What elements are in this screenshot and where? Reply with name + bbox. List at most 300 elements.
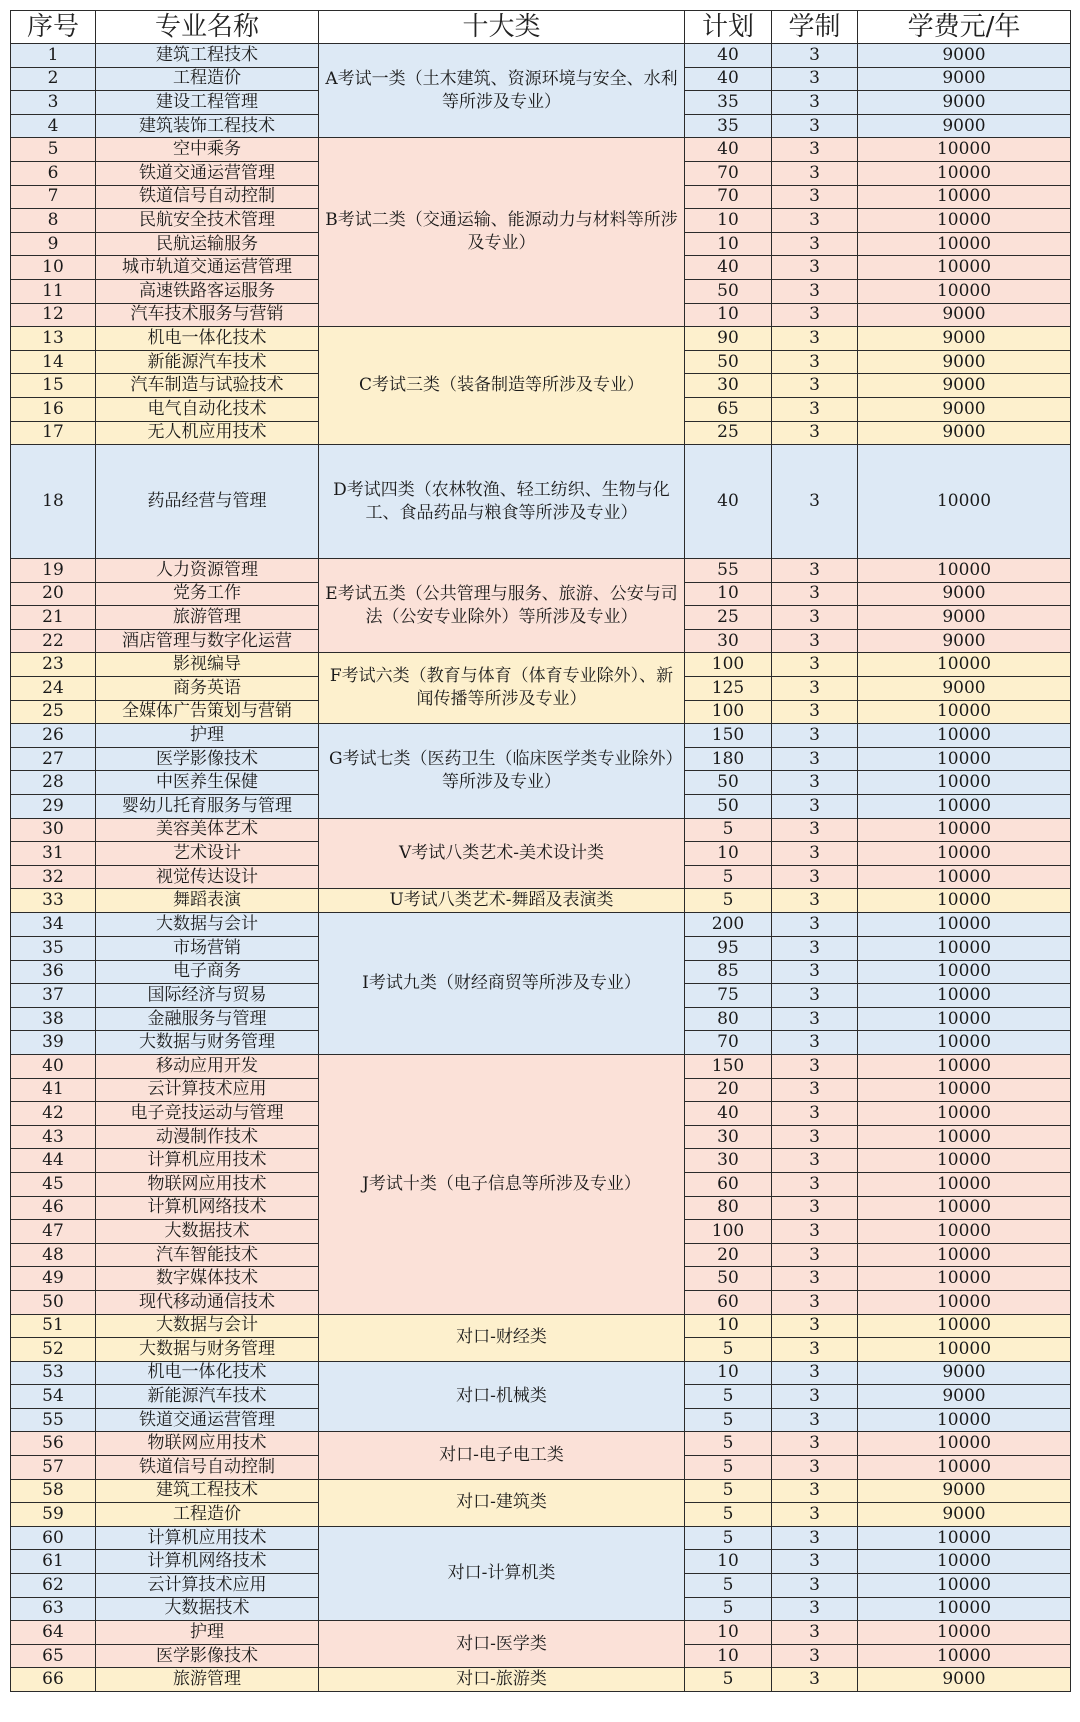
table-row — [11, 889, 1071, 913]
cell-duration: 3 — [772, 1125, 858, 1149]
cell-duration: 3 — [772, 374, 858, 398]
cell-major-name: 铁道信号自动控制 — [96, 185, 319, 209]
cell-plan: 10 — [685, 842, 772, 866]
cell-major-name: 铁道交通运营管理 — [96, 161, 319, 185]
cell-index: 8 — [11, 209, 96, 233]
cell-duration: 3 — [772, 279, 858, 303]
cell-tuition: 10000 — [858, 960, 1071, 984]
admissions-plan-sheet — [10, 10, 1070, 1692]
cell-duration: 3 — [772, 629, 858, 653]
cell-index: 9 — [11, 232, 96, 256]
cell-plan: 20 — [685, 1243, 772, 1267]
cell-plan: 30 — [685, 1149, 772, 1173]
cell-plan: 5 — [685, 1479, 772, 1503]
cell-major-name: 美容美体艺术 — [96, 818, 319, 842]
cell-index: 10 — [11, 256, 96, 280]
cell-duration: 3 — [772, 421, 858, 445]
cell-duration: 3 — [772, 185, 858, 209]
cell-plan: 100 — [685, 1220, 772, 1244]
cell-plan: 5 — [685, 865, 772, 889]
cell-duration: 3 — [772, 889, 858, 913]
cell-duration: 3 — [772, 795, 858, 819]
cell-index: 48 — [11, 1243, 96, 1267]
cell-major-name: 移动应用开发 — [96, 1054, 319, 1078]
cell-plan: 30 — [685, 629, 772, 653]
cell-duration: 3 — [772, 1172, 858, 1196]
cell-major-name: 人力资源管理 — [96, 559, 319, 583]
cell-duration: 3 — [772, 91, 858, 115]
cell-category: C考试三类（装备制造等所涉及专业） — [319, 327, 685, 445]
cell-plan: 60 — [685, 1172, 772, 1196]
cell-plan: 70 — [685, 161, 772, 185]
cell-major-name: 大数据技术 — [96, 1597, 319, 1621]
cell-index: 31 — [11, 842, 96, 866]
table-row — [11, 653, 1071, 677]
cell-index: 13 — [11, 327, 96, 351]
cell-plan: 40 — [685, 445, 772, 559]
header-duration: 学制 — [772, 11, 858, 44]
cell-duration: 3 — [772, 1408, 858, 1432]
cell-plan: 40 — [685, 67, 772, 91]
cell-tuition: 9000 — [858, 1668, 1071, 1692]
cell-tuition: 10000 — [858, 700, 1071, 724]
cell-duration: 3 — [772, 1479, 858, 1503]
cell-duration: 3 — [772, 818, 858, 842]
cell-major-name: 旅游管理 — [96, 606, 319, 630]
cell-tuition: 10000 — [858, 279, 1071, 303]
cell-index: 23 — [11, 653, 96, 677]
cell-duration: 3 — [772, 397, 858, 421]
cell-tuition: 9000 — [858, 1479, 1071, 1503]
cell-plan: 10 — [685, 1314, 772, 1338]
cell-tuition: 9000 — [858, 677, 1071, 701]
cell-index: 55 — [11, 1408, 96, 1432]
cell-duration: 3 — [772, 1503, 858, 1527]
cell-tuition: 10000 — [858, 1644, 1071, 1668]
cell-index: 5 — [11, 138, 96, 162]
cell-index: 15 — [11, 374, 96, 398]
cell-major-name: 机电一体化技术 — [96, 327, 319, 351]
cell-plan: 10 — [685, 1621, 772, 1645]
cell-tuition: 9000 — [858, 421, 1071, 445]
cell-duration: 3 — [772, 771, 858, 795]
cell-tuition: 9000 — [858, 67, 1071, 91]
cell-tuition: 10000 — [858, 559, 1071, 583]
cell-index: 27 — [11, 747, 96, 771]
table-row — [11, 724, 1071, 748]
cell-index: 30 — [11, 818, 96, 842]
cell-duration: 3 — [772, 747, 858, 771]
cell-tuition: 9000 — [858, 44, 1071, 68]
cell-category: A考试一类（土木建筑、资源环境与安全、水利等所涉及专业） — [319, 44, 685, 138]
cell-plan: 50 — [685, 795, 772, 819]
cell-tuition: 10000 — [858, 795, 1071, 819]
cell-major-name: 云计算技术应用 — [96, 1078, 319, 1102]
cell-plan: 5 — [685, 889, 772, 913]
cell-major-name: 工程造价 — [96, 1503, 319, 1527]
cell-major-name: 护理 — [96, 1621, 319, 1645]
cell-duration: 3 — [772, 303, 858, 327]
cell-index: 17 — [11, 421, 96, 445]
cell-major-name: 中医养生保健 — [96, 771, 319, 795]
cell-plan: 25 — [685, 606, 772, 630]
cell-tuition: 9000 — [858, 350, 1071, 374]
cell-index: 50 — [11, 1290, 96, 1314]
cell-duration: 3 — [772, 1361, 858, 1385]
cell-duration: 3 — [772, 937, 858, 961]
cell-tuition: 9000 — [858, 114, 1071, 138]
cell-plan: 5 — [685, 1526, 772, 1550]
table-row — [11, 1668, 1071, 1692]
cell-plan: 50 — [685, 771, 772, 795]
table-row — [11, 327, 1071, 351]
cell-index: 7 — [11, 185, 96, 209]
cell-duration: 3 — [772, 232, 858, 256]
cell-category: V考试八类艺术-美术设计类 — [319, 818, 685, 889]
cell-major-name: 金融服务与管理 — [96, 1007, 319, 1031]
cell-tuition: 10000 — [858, 185, 1071, 209]
cell-plan: 5 — [685, 1338, 772, 1362]
cell-index: 40 — [11, 1054, 96, 1078]
cell-duration: 3 — [772, 1196, 858, 1220]
cell-category: G考试七类（医药卫生（临床医学类专业除外）等所涉及专业） — [319, 724, 685, 818]
cell-duration: 3 — [772, 1031, 858, 1055]
admissions-plan-table — [10, 10, 1071, 1692]
cell-index: 66 — [11, 1668, 96, 1692]
cell-major-name: 计算机网络技术 — [96, 1550, 319, 1574]
cell-index: 25 — [11, 700, 96, 724]
cell-tuition: 10000 — [858, 1338, 1071, 1362]
cell-plan: 70 — [685, 1031, 772, 1055]
cell-duration: 3 — [772, 653, 858, 677]
cell-index: 52 — [11, 1338, 96, 1362]
cell-plan: 50 — [685, 1267, 772, 1291]
cell-tuition: 9000 — [858, 582, 1071, 606]
cell-plan: 5 — [685, 1574, 772, 1598]
table-row — [11, 818, 1071, 842]
cell-major-name: 酒店管理与数字化运营 — [96, 629, 319, 653]
cell-tuition: 10000 — [858, 1243, 1071, 1267]
cell-plan: 35 — [685, 114, 772, 138]
cell-index: 49 — [11, 1267, 96, 1291]
cell-index: 36 — [11, 960, 96, 984]
cell-duration: 3 — [772, 984, 858, 1008]
cell-duration: 3 — [772, 138, 858, 162]
cell-major-name: 大数据与财务管理 — [96, 1031, 319, 1055]
cell-duration: 3 — [772, 1102, 858, 1126]
cell-tuition: 10000 — [858, 232, 1071, 256]
cell-plan: 5 — [685, 1503, 772, 1527]
cell-plan: 10 — [685, 303, 772, 327]
cell-major-name: 铁道信号自动控制 — [96, 1456, 319, 1480]
cell-plan: 5 — [685, 1597, 772, 1621]
cell-index: 39 — [11, 1031, 96, 1055]
cell-plan: 20 — [685, 1078, 772, 1102]
cell-major-name: 建筑工程技术 — [96, 44, 319, 68]
cell-index: 56 — [11, 1432, 96, 1456]
cell-plan: 70 — [685, 185, 772, 209]
cell-index: 11 — [11, 279, 96, 303]
cell-index: 34 — [11, 913, 96, 937]
cell-tuition: 9000 — [858, 1385, 1071, 1409]
cell-index: 33 — [11, 889, 96, 913]
cell-duration: 3 — [772, 1574, 858, 1598]
cell-tuition: 10000 — [858, 1220, 1071, 1244]
cell-tuition: 10000 — [858, 1054, 1071, 1078]
cell-plan: 55 — [685, 559, 772, 583]
cell-index: 58 — [11, 1479, 96, 1503]
cell-tuition: 10000 — [858, 1314, 1071, 1338]
cell-tuition: 10000 — [858, 1597, 1071, 1621]
cell-index: 44 — [11, 1149, 96, 1173]
cell-plan: 200 — [685, 913, 772, 937]
cell-plan: 95 — [685, 937, 772, 961]
cell-major-name: 全媒体广告策划与营销 — [96, 700, 319, 724]
cell-tuition: 10000 — [858, 1432, 1071, 1456]
cell-duration: 3 — [772, 1054, 858, 1078]
cell-tuition: 10000 — [858, 865, 1071, 889]
cell-index: 53 — [11, 1361, 96, 1385]
cell-major-name: 医学影像技术 — [96, 747, 319, 771]
cell-plan: 35 — [685, 91, 772, 115]
cell-category: 对口-计算机类 — [319, 1526, 685, 1620]
cell-tuition: 10000 — [858, 1031, 1071, 1055]
cell-major-name: 医学影像技术 — [96, 1644, 319, 1668]
cell-tuition: 10000 — [858, 1172, 1071, 1196]
cell-major-name: 国际经济与贸易 — [96, 984, 319, 1008]
cell-plan: 150 — [685, 1054, 772, 1078]
cell-tuition: 10000 — [858, 747, 1071, 771]
cell-index: 65 — [11, 1644, 96, 1668]
cell-index: 43 — [11, 1125, 96, 1149]
cell-tuition: 9000 — [858, 1503, 1071, 1527]
cell-duration: 3 — [772, 67, 858, 91]
cell-category: D考试四类（农林牧渔、轻工纺织、生物与化工、食品药品与粮食等所涉及专业） — [319, 445, 685, 559]
cell-major-name: 民航安全技术管理 — [96, 209, 319, 233]
cell-duration: 3 — [772, 1621, 858, 1645]
cell-category: 对口-财经类 — [319, 1314, 685, 1361]
cell-index: 26 — [11, 724, 96, 748]
cell-plan: 85 — [685, 960, 772, 984]
cell-major-name: 大数据技术 — [96, 1220, 319, 1244]
cell-index: 59 — [11, 1503, 96, 1527]
cell-index: 54 — [11, 1385, 96, 1409]
cell-plan: 40 — [685, 256, 772, 280]
cell-duration: 3 — [772, 559, 858, 583]
cell-major-name: 护理 — [96, 724, 319, 748]
cell-major-name: 动漫制作技术 — [96, 1125, 319, 1149]
cell-tuition: 10000 — [858, 1007, 1071, 1031]
cell-duration: 3 — [772, 913, 858, 937]
cell-tuition: 10000 — [858, 161, 1071, 185]
cell-plan: 80 — [685, 1196, 772, 1220]
cell-tuition: 10000 — [858, 1408, 1071, 1432]
cell-major-name: 物联网应用技术 — [96, 1172, 319, 1196]
cell-major-name: 建筑工程技术 — [96, 1479, 319, 1503]
cell-tuition: 10000 — [858, 1290, 1071, 1314]
cell-tuition: 9000 — [858, 327, 1071, 351]
table-body — [11, 44, 1071, 1692]
cell-major-name: 汽车智能技术 — [96, 1243, 319, 1267]
cell-tuition: 10000 — [858, 445, 1071, 559]
cell-tuition: 9000 — [858, 374, 1071, 398]
cell-tuition: 10000 — [858, 256, 1071, 280]
cell-index: 60 — [11, 1526, 96, 1550]
cell-major-name: 旅游管理 — [96, 1668, 319, 1692]
cell-major-name: 计算机应用技术 — [96, 1149, 319, 1173]
cell-index: 21 — [11, 606, 96, 630]
header-row — [11, 11, 1071, 44]
cell-duration: 3 — [772, 44, 858, 68]
cell-major-name: 婴幼儿托育服务与管理 — [96, 795, 319, 819]
cell-plan: 50 — [685, 279, 772, 303]
cell-plan: 5 — [685, 1456, 772, 1480]
cell-index: 42 — [11, 1102, 96, 1126]
header-plan: 计划 — [685, 11, 772, 44]
cell-tuition: 10000 — [858, 209, 1071, 233]
cell-tuition: 10000 — [858, 1149, 1071, 1173]
cell-category: E考试五类（公共管理与服务、旅游、公安与司法（公安专业除外）等所涉及专业） — [319, 559, 685, 653]
cell-major-name: 电子竞技运动与管理 — [96, 1102, 319, 1126]
cell-index: 19 — [11, 559, 96, 583]
cell-major-name: 汽车技术服务与营销 — [96, 303, 319, 327]
cell-major-name: 新能源汽车技术 — [96, 350, 319, 374]
cell-major-name: 计算机应用技术 — [96, 1526, 319, 1550]
header-index: 序号 — [11, 11, 96, 44]
cell-index: 1 — [11, 44, 96, 68]
cell-plan: 60 — [685, 1290, 772, 1314]
cell-index: 64 — [11, 1621, 96, 1645]
cell-duration: 3 — [772, 1314, 858, 1338]
table-row — [11, 913, 1071, 937]
cell-tuition: 10000 — [858, 889, 1071, 913]
cell-duration: 3 — [772, 1078, 858, 1102]
cell-tuition: 10000 — [858, 1526, 1071, 1550]
cell-major-name: 云计算技术应用 — [96, 1574, 319, 1598]
cell-duration: 3 — [772, 677, 858, 701]
cell-tuition: 10000 — [858, 1267, 1071, 1291]
cell-major-name: 大数据与会计 — [96, 1314, 319, 1338]
cell-index: 32 — [11, 865, 96, 889]
cell-index: 35 — [11, 937, 96, 961]
table-row — [11, 1432, 1071, 1456]
cell-major-name: 铁道交通运营管理 — [96, 1408, 319, 1432]
cell-duration: 3 — [772, 1338, 858, 1362]
cell-major-name: 空中乘务 — [96, 138, 319, 162]
cell-plan: 40 — [685, 1102, 772, 1126]
cell-major-name: 电子商务 — [96, 960, 319, 984]
cell-major-name: 建设工程管理 — [96, 91, 319, 115]
cell-index: 28 — [11, 771, 96, 795]
cell-duration: 3 — [772, 960, 858, 984]
cell-duration: 3 — [772, 842, 858, 866]
cell-duration: 3 — [772, 1668, 858, 1692]
cell-tuition: 9000 — [858, 1361, 1071, 1385]
cell-duration: 3 — [772, 161, 858, 185]
cell-major-name: 物联网应用技术 — [96, 1432, 319, 1456]
cell-duration: 3 — [772, 1550, 858, 1574]
table-row — [11, 559, 1071, 583]
cell-plan: 125 — [685, 677, 772, 701]
cell-duration: 3 — [772, 445, 858, 559]
table-row — [11, 138, 1071, 162]
cell-major-name: 新能源汽车技术 — [96, 1385, 319, 1409]
cell-category: 对口-机械类 — [319, 1361, 685, 1432]
cell-index: 37 — [11, 984, 96, 1008]
cell-duration: 3 — [772, 1290, 858, 1314]
cell-plan: 80 — [685, 1007, 772, 1031]
cell-major-name: 现代移动通信技术 — [96, 1290, 319, 1314]
cell-category: B考试二类（交通运输、能源动力与材料等所涉及专业） — [319, 138, 685, 327]
cell-plan: 5 — [685, 1385, 772, 1409]
cell-category: F考试六类（教育与体育（体育专业除外）、新闻传播等所涉及专业） — [319, 653, 685, 724]
cell-major-name: 民航运输服务 — [96, 232, 319, 256]
cell-plan: 25 — [685, 421, 772, 445]
header-major-name: 专业名称 — [96, 11, 319, 44]
cell-tuition: 10000 — [858, 771, 1071, 795]
cell-plan: 100 — [685, 653, 772, 677]
cell-duration: 3 — [772, 1007, 858, 1031]
cell-tuition: 10000 — [858, 1574, 1071, 1598]
cell-duration: 3 — [772, 327, 858, 351]
cell-index: 45 — [11, 1172, 96, 1196]
cell-category: U考试八类艺术-舞蹈及表演类 — [319, 889, 685, 913]
cell-index: 57 — [11, 1456, 96, 1480]
cell-plan: 10 — [685, 209, 772, 233]
cell-category: J考试十类（电子信息等所涉及专业） — [319, 1054, 685, 1314]
cell-index: 38 — [11, 1007, 96, 1031]
cell-tuition: 10000 — [858, 913, 1071, 937]
cell-plan: 5 — [685, 1432, 772, 1456]
cell-major-name: 高速铁路客运服务 — [96, 279, 319, 303]
table-row — [11, 1621, 1071, 1645]
cell-tuition: 10000 — [858, 1125, 1071, 1149]
cell-duration: 3 — [772, 209, 858, 233]
cell-duration: 3 — [772, 1432, 858, 1456]
cell-tuition: 10000 — [858, 1621, 1071, 1645]
cell-plan: 10 — [685, 232, 772, 256]
cell-index: 29 — [11, 795, 96, 819]
cell-tuition: 9000 — [858, 606, 1071, 630]
header-category: 十大类 — [319, 11, 685, 44]
cell-major-name: 无人机应用技术 — [96, 421, 319, 445]
cell-tuition: 10000 — [858, 984, 1071, 1008]
cell-major-name: 汽车制造与试验技术 — [96, 374, 319, 398]
cell-tuition: 10000 — [858, 1196, 1071, 1220]
cell-major-name: 艺术设计 — [96, 842, 319, 866]
cell-duration: 3 — [772, 1644, 858, 1668]
cell-plan: 30 — [685, 374, 772, 398]
cell-duration: 3 — [772, 700, 858, 724]
cell-major-name: 党务工作 — [96, 582, 319, 606]
cell-plan: 5 — [685, 818, 772, 842]
cell-plan: 50 — [685, 350, 772, 374]
cell-plan: 10 — [685, 582, 772, 606]
cell-duration: 3 — [772, 114, 858, 138]
cell-index: 3 — [11, 91, 96, 115]
cell-index: 41 — [11, 1078, 96, 1102]
cell-tuition: 10000 — [858, 1102, 1071, 1126]
cell-plan: 40 — [685, 138, 772, 162]
cell-plan: 40 — [685, 44, 772, 68]
cell-index: 61 — [11, 1550, 96, 1574]
cell-tuition: 9000 — [858, 91, 1071, 115]
cell-plan: 30 — [685, 1125, 772, 1149]
cell-index: 4 — [11, 114, 96, 138]
cell-plan: 90 — [685, 327, 772, 351]
cell-plan: 150 — [685, 724, 772, 748]
cell-duration: 3 — [772, 865, 858, 889]
